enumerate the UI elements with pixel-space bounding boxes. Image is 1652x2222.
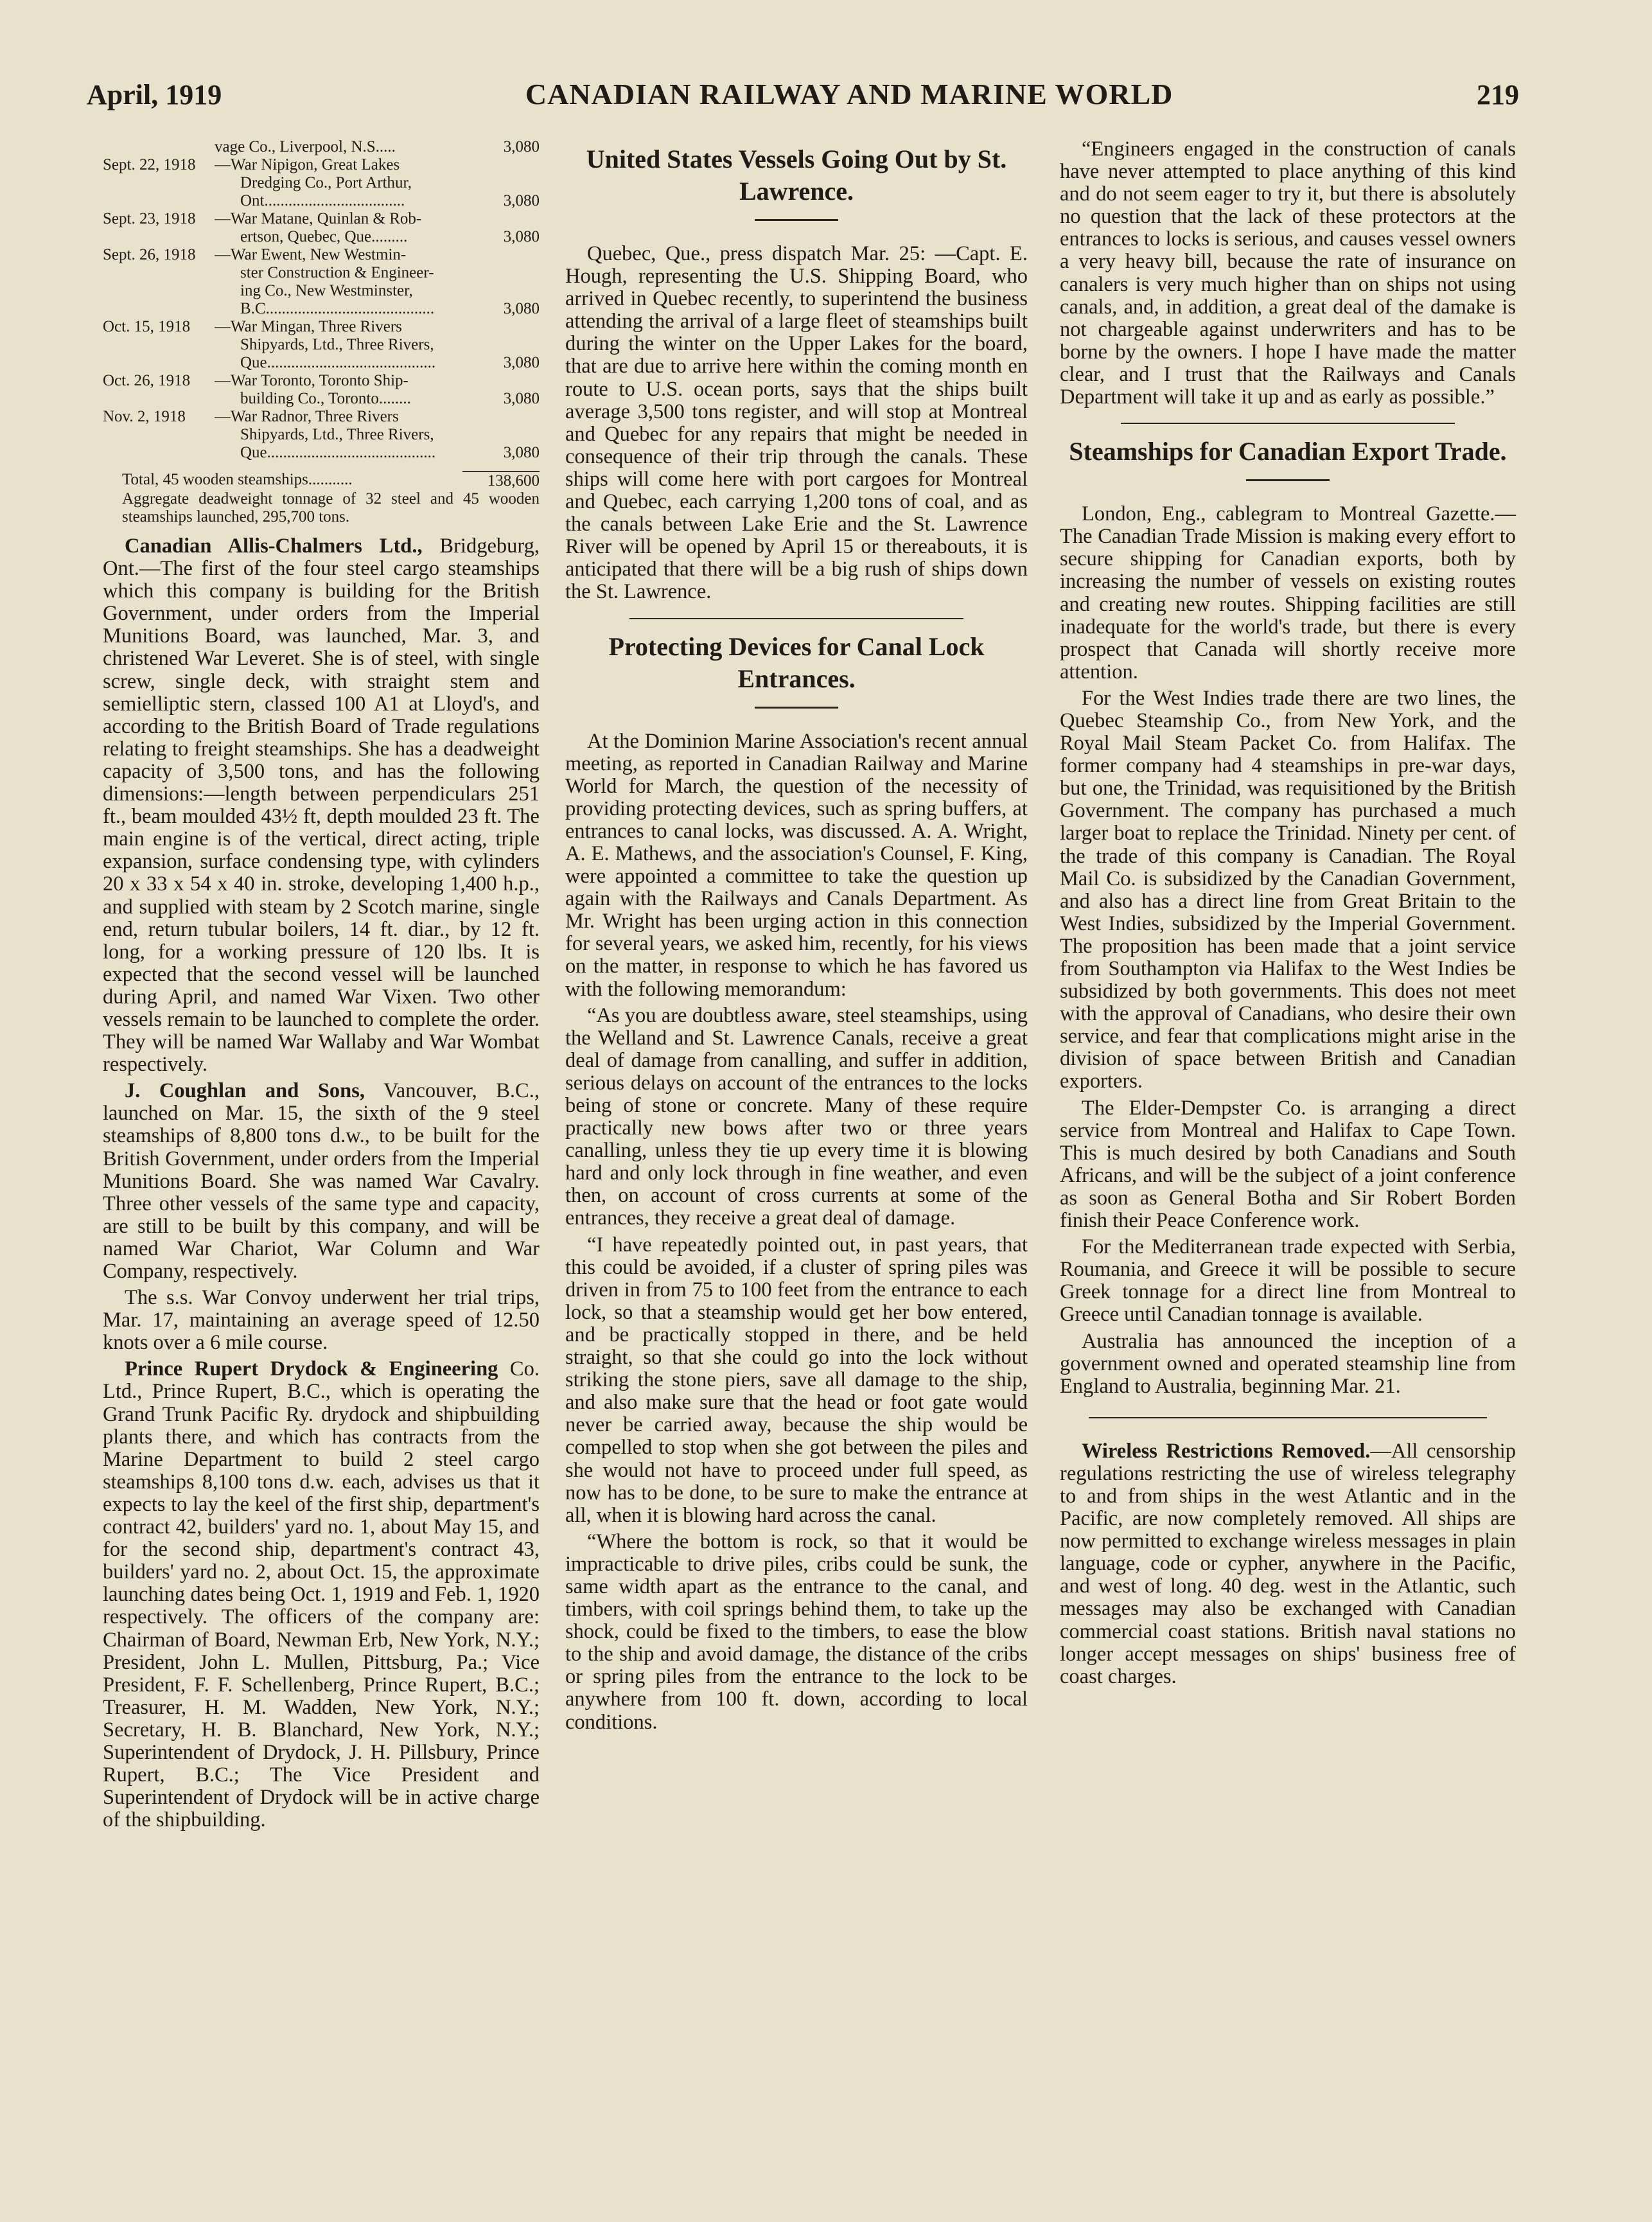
lead-coughlan: J. Coughlan and Sons, <box>125 1079 365 1103</box>
article-us-vessels: Quebec, Que., press dispatch Mar. 25: —Capt. E. Hough, representing the U.S. Shipping Board, who arrived in Quebec recently, to superintend the business attending the arrival of a large fleet of steamships built during the winter on the Upper Lakes for the board, that are due to arrive here within the coming month en route to U.S. ocean ports, says that the ships built average 3,500 tons register, and will stop at Montreal and Quebec for any repairs that might be needed in consequence of their trip through the canals. These ships will come here with port cargoes for Montreal and Quebec, each carrying 1,200 tons of coal, and as the canals between Lake Erie and the St. Lawrence River will be opened by April 15 or thereabouts, it is anticipated that there will be a big rush of ships down the St. Lawrence. <box>565 242 1028 604</box>
launch-date: Oct. 26, 1918 <box>103 372 191 389</box>
total-label: Total, 45 wooden steamships........... <box>122 471 353 488</box>
launch-entry <box>103 372 540 408</box>
article-separator <box>629 618 963 619</box>
launch-totals <box>103 471 540 526</box>
publication-title: CANADIAN RAILWAY AND MARINE WORLD <box>525 78 1173 110</box>
headline-canal-lock: Protecting Devices for Canal Lock Entrances. <box>608 631 985 693</box>
launch-entry <box>103 246 540 318</box>
body-wireless: —All censorship regulations restricting the use of wireless telegraphy to and from ships in the west Atlantic and in the Pacific, are now completely removed. All ships are now permitted to exchange wireless messages in plain language, code or cypher, anywhere in the Pacific, and west of long. 40 deg. west in the Atlantic, such messages may also be exchanged with Canadian commercial coast stations. British naval stations no longer accept messages on ships' business free of coast charges. <box>1060 1439 1516 1688</box>
launch-description <box>212 138 540 156</box>
launch-tonnage: 3,080 <box>503 228 540 245</box>
article-allis-chalmers <box>103 535 540 1076</box>
launch-date: Sept. 26, 1918 <box>103 246 196 263</box>
lead-prince-rupert: Prince Rupert Drydock & Engineering <box>125 1357 498 1381</box>
column-3 <box>1060 138 1516 1692</box>
launch-date: Sept. 23, 1918 <box>103 210 196 227</box>
launch-date: Nov. 2, 1918 <box>103 408 186 425</box>
export-paragraph-4: For the Mediterranean trade expected with Serbia, Roumania, and Greece it will be possible to secure Greek tonnage for a direct line from Montreal to Greece until Canadian tonnage is available. <box>1060 1235 1516 1327</box>
launch-line: ertson, Quebec, Que......... <box>240 228 408 245</box>
launch-description <box>212 408 540 462</box>
launch-entry <box>103 408 540 462</box>
launch-entry <box>103 156 540 210</box>
issue-date: April, 1919 <box>87 79 222 110</box>
headline-us-vessels: United States Vessels Going Out by St. Lawrence. <box>586 145 1007 206</box>
body-allis-chalmers: Bridgeburg, Ont.—The first of the four steel cargo steamships which this company is building for the British Government, under orders from the Imperial Munitions Board, was launched, Mar. 3, and christened War Leveret. She is of steel, with single screw, single deck, with straight stem and semielliptic stern, classed 100 A1 at Lloyd's, and according to the British Board of Trade regulations relating to freight steamships. She has a deadweight capacity of 3,500 tons, and has the following dimensions:—length between perpendiculars 251 ft., beam moulded 43½ ft, depth moulded 23 ft. The main engine is of the vertical, direct acting, triple expansion, surface condensing type, with cylinders 20 x 33 x 54 x 40 in. stroke, developing 1,400 h.p., and supplied with steam by 2 Scotch marine, single end, return tubular boilers, 14 ft. diar., by 12 ft. long, for a working pressure of 120 lbs. It is expected that the second vessel will be launched during April, and named War Vixen. Two other vessels remain to be launched to complete the order. They will be named War Wallaby and War Wombat respectively. <box>103 534 540 1077</box>
canal-paragraph-5: “Engineers engaged in the construction of canals have never attempted to place anything of this kind and do not seem eager to try it, but there is absolutely no question that the lack of these protectors at the entrances to locks is serious, and causes vessel owners a very heavy bill, because the rate of insurance on canalers is very much higher than on ships not using canals, and, in addition, a great deal of the damake is not chargeable against underwriters and has to be borne by the owners. I hope I have made the matter clear, and I trust that the Railways and Canals Department will take it up and as early as possible.” <box>1060 137 1516 409</box>
launch-description <box>212 210 540 246</box>
launch-tonnage: 3,080 <box>503 192 540 209</box>
export-paragraph-2: For the West Indies trade there are two lines, the Quebec Steamship Co., from New York, and the Royal Mail Steam Packet Co. from Halifax. The former company had 4 steamships in pre-war days, but one, the Trinidad, was requisitioned by the British Government. The company has purchased a much larger boat to replace the Trinidad. Ninety per cent. of the trade of this company is Canadian. The Royal Mail Co. is subsidized by the Canadian Government, and also has a direct line from Great Britain to the West Indies, subsidized by the Imperial Government. The proposition has been made that a joint service from Southampton via Halifax to the West Indies be subsidized by both governments. This does not meet with the approval of Canadians, who desire their own service, and fear that complications might arise in the division of space between British and Canadian exporters. <box>1060 686 1516 1093</box>
launch-tonnage: 3,080 <box>503 138 540 155</box>
launch-line: Dredging Co., Port Arthur, <box>240 174 412 191</box>
canal-paragraph-3: “I have repeatedly pointed out, in past years, that this could be avoided, if a cluster of spring piles was driven in from 75 to 100 feet from the entrance to each lock, so that a steamship would get her bow entered, and be practically stopped in there, and be held straight, so that she could go into the lock without striking the stone piers, save all damage to the ship, and also make sure that the head or foot gate would never be carried away, because the ship would be compelled to stop when she got between the piles and she would not have to proceed under full speed, as now has to be done, to be sure to make the entrance at all, when it is blowing hard across the canal. <box>565 1233 1028 1527</box>
body-prince-rupert: Co. Ltd., Prince Rupert, B.C., which is operating the Grand Trunk Pacific Ry. drydock and shipbuilding plants there, and which has contracts from the Marine Department to build 2 steel cargo steamships 8,100 tons d.w. each, advises us that it expects to lay the keel of the first ship, department's contract 42, builders' yard no. 1, about May 15, and for the second ship, department's contract 43, builders' yard no. 2, about Oct. 15, the approximate launching dates being Oct. 1, 1919 and Feb. 1, 1920 respectively. The officers of the company are: Chairman of Board, Newman Erb, New York, N.Y.; President, John L. Mullen, Pittsburg, Pa.; Vice President, F. F. Schellenberg, Prince Rupert, B.C.; Treasurer, H. M. Wadden, New York, N.Y.; Secretary, H. B. Blanchard, New York, N.Y.; Superintendent of Drydock, J. H. Pillsbury, Prince Rupert, B.C.; The Vice President and Superintendent of Drydock will be in active charge of the shipbuilding. <box>103 1357 540 1832</box>
lead-allis-chalmers: Canadian Allis-Chalmers Ltd., <box>125 534 423 558</box>
launch-line: Que.......................................... <box>240 444 436 461</box>
headline-rule <box>755 219 838 221</box>
page-number: 219 <box>1477 79 1519 110</box>
launch-line: building Co., Toronto........ <box>240 390 411 407</box>
column-1 <box>103 138 540 1835</box>
launch-tonnage: 3,080 <box>503 300 540 317</box>
column-2 <box>565 138 1028 1738</box>
launch-line: ing Co., New Westminster, <box>240 282 413 299</box>
article-wireless <box>1060 1440 1516 1688</box>
launch-line: —War Matane, Quinlan & Rob- <box>215 210 422 227</box>
aggregate-tonnage: Aggregate deadweight tonnage of 32 steel and 45 wooden steamships launched, 295,700 tons. <box>122 490 540 525</box>
launch-line: Ont................................... <box>240 192 405 209</box>
article-separator <box>1121 423 1455 424</box>
launch-line: —War Nipigon, Great Lakes <box>215 156 400 173</box>
launch-tonnage: 3,080 <box>503 354 540 371</box>
launch-date: Oct. 15, 1918 <box>103 318 191 335</box>
launch-line: vage Co., Liverpool, N.S..... <box>215 138 396 155</box>
launch-description <box>212 246 540 318</box>
launch-line: —War Ewent, New Westmin- <box>215 246 407 263</box>
canal-paragraph-1: At the Dominion Marine Association's recent annual meeting, as reported in Canadian Railway and Marine World for March, the question of the necessity of providing protecting devices, such as spring buffers, at entrances to canal locks, was discussed. A. A. Wright, A. E. Mathews, and the association's Counsel, F. King, were appointed a committee to take the question up again with the Railways and Canals Department. As Mr. Wright has been urging action in this connection for several years, we asked him, recently, for his views on the matter, in response to which he has favored us with the following memorandum: <box>565 729 1028 1001</box>
body-coughlan: Vancouver, B.C., launched on Mar. 15, the sixth of the 9 steel steamships of 8,800 tons d.w., to be built for the British Government, under orders from the Imperial Munitions Board. She was named War Cavalry. Three other vessels of the same type and capacity, are still to be built by this company, and will be named War Chariot, War Column and War Company, respectively. <box>103 1079 540 1283</box>
launch-description <box>212 156 540 210</box>
headline-export-trade: Steamships for Canadian Export Trade. <box>1069 437 1507 466</box>
launch-line: Shipyards, Ltd., Three Rivers, <box>240 426 434 443</box>
launch-date: Sept. 22, 1918 <box>103 156 196 173</box>
launch-description <box>212 372 540 408</box>
launch-line: B.C.......................................... <box>240 300 435 317</box>
launch-line: —War Mingan, Three Rivers <box>215 318 402 335</box>
launch-tonnage: 3,080 <box>503 390 540 407</box>
launch-line: —War Radnor, Three Rivers <box>215 408 399 425</box>
launch-entry <box>103 210 540 246</box>
total-value: 138,600 <box>462 471 540 490</box>
launch-entry <box>103 138 540 156</box>
launch-line: —War Toronto, Toronto Ship- <box>215 372 409 389</box>
canal-paragraph-4: “Where the bottom is rock, so that it would be impracticable to drive piles, cribs could be sunk, the same width apart as the entrance to the canal, and timbers, with coil springs behind them, to take up the shock, could be fixed to the timbers, to ease the blow to the ship and avoid damage, the distance of the cribs or spring piles from the entrance to the lock to be anywhere from 100 ft. down, according to local conditions. <box>565 1530 1028 1734</box>
export-paragraph-5: Australia has announced the inception of a government owned and operated steamship line from England to Australia, beginning Mar. 21. <box>1060 1329 1516 1398</box>
canal-paragraph-2: “As you are doubtless aware, steel steamships, using the Welland and St. Lawrence Canals, receive a great deal of damage from canalling, and suffer in addition, serious delays on account of the entrances to the locks being of stone or concrete. Many of these require practically new bows after two or three years canalling, unless they tie up every time it is blowing hard and only lock through in fine weather, and even then, on account of cross currents at some of the entrances, they receive a great deal of damage. <box>565 1003 1028 1230</box>
launch-line: Que.......................................... <box>240 354 436 371</box>
headline-rule <box>755 707 838 709</box>
article-prince-rupert <box>103 1358 540 1831</box>
launch-date <box>103 138 212 156</box>
article-war-convoy: The s.s. War Convoy underwent her trial trips, Mar. 17, maintaining an average speed of 12.50 knots over a 6 mile course. <box>103 1286 540 1355</box>
launch-description <box>212 318 540 372</box>
headline-rule <box>1246 479 1330 481</box>
launch-list <box>103 138 540 462</box>
export-paragraph-1: London, Eng., cablegram to Montreal Gazette.—The Canadian Trade Mission is making every effort to secure shipping for Canadian exports, both by increasing the number of vessels on existing routes and creating new routes. Shipping facilities are still inadequate for the world's trade, but there is every prospect that Canada will shortly receive more attention. <box>1060 502 1516 683</box>
launch-tonnage: 3,080 <box>503 444 540 461</box>
running-header <box>87 77 1519 128</box>
lead-wireless: Wireless Restrictions Removed. <box>1082 1439 1371 1463</box>
launch-line: Shipyards, Ltd., Three Rivers, <box>240 336 434 353</box>
launch-entry <box>103 318 540 372</box>
export-paragraph-3: The Elder-Dempster Co. is arranging a direct service from Montreal and Halifax to Cape Town. This is much desired by both Canadians and South Africans, and will be the subject of a joint conference as soon as General Botha and Sir Robert Borden finish their Peace Conference work. <box>1060 1096 1516 1233</box>
article-coughlan <box>103 1080 540 1283</box>
article-separator <box>1089 1417 1487 1418</box>
launch-line: ster Construction & Engineer- <box>240 264 434 281</box>
